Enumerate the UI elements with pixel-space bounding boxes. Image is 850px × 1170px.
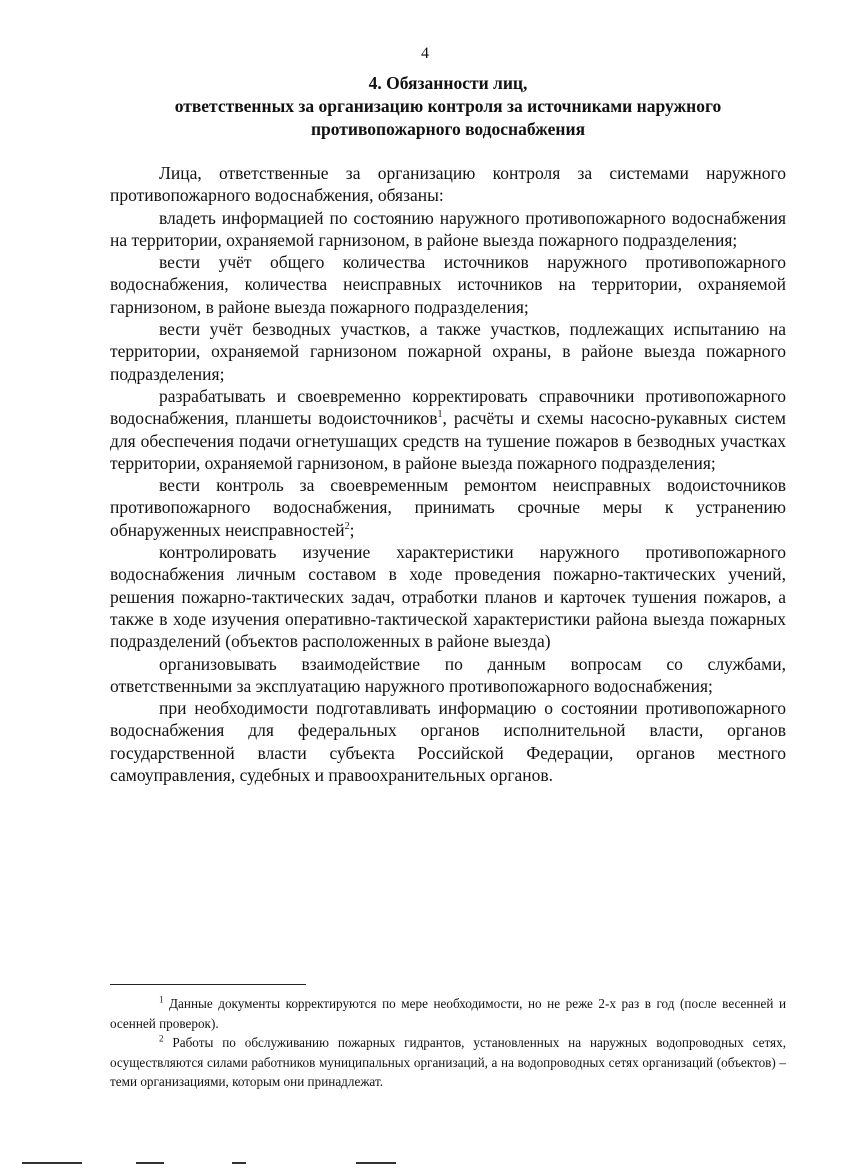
duty-paragraph: вести контроль за своевременным ремонтом неисправных водоисточников противопожарного водоснабжения, принимать срочные меры к устранению обнаруженных неисправностей$^2$;: [110, 475, 786, 540]
intro-paragraph: Лица, ответственные за организацию контроля за системами наружного противопожарного водоснабжения, обязаны:: [110, 163, 786, 206]
scan-artifacts: [0, 1158, 850, 1166]
duty-paragraph: владеть информацией по состоянию наружного противопожарного водоснабжения на территории, охраняемой гарнизоном, в районе выезда пожарного подразделения;: [110, 207, 786, 250]
heading-line-1: 4. Обязанности лиц,: [368, 73, 528, 93]
page-number: 4: [421, 45, 429, 62]
footnote-mark: 2: [159, 1033, 164, 1044]
duty-paragraph: организовывать взаимодействие по данным вопросам со службами, ответственными за эксплуатацию наружного противопожарного водоснабжения;: [110, 653, 786, 696]
footnote-2: $^2$ Работы по обслуживанию пожарных гидрантов, установленных на наружных водопроводных сетях, осуществляются силами работников муниципальных организаций, а на водопроводных сетях организаций (объектов) – теми организациями, которым они принадлежат.: [110, 1033, 786, 1089]
heading-line-3: противопожарного водоснабжения: [310, 119, 586, 139]
footnote-ref-1: 1: [437, 409, 443, 421]
duty-paragraph: разрабатывать и своевременно корректировать справочники противопожарного водоснабжения, планшеты водоисточников$^1$, расчёты и схемы насосно-рукавных систем для обеспечения подачи огнетушащих средств на тушение пожаров в безводных участках территории, охраняемой гарнизоном, в районе выезда пожарного подразделения;: [110, 385, 786, 473]
footnote-divider: [110, 984, 306, 985]
footnote-mark: 1: [159, 994, 164, 1005]
duty-paragraph: контролировать изучение характеристики наружного противопожарного водоснабжения личным составом в ходе проведения пожарно-тактических учений, решения пожарно-тактических задач, отработки планов и карточек тушения пожаров, а также в ходе изучения оперативно-тактической характеристики района выезда пожарных подразделений (объектов расположенных в районе выезда): [110, 542, 786, 652]
footnote-ref-2: 2: [344, 520, 350, 532]
footnote-1: $^1$ Данные документы корректируются по мере необходимости, но не реже 2-х раз в год (после весенней и осенней проверок).: [110, 994, 786, 1031]
duty-paragraph: вести учёт безводных участков, а также участков, подлежащих испытанию на территории, охраняемой гарнизоном пожарной охраны, в районе выезда пожарного подразделения;: [110, 319, 786, 384]
duty-paragraph: при необходимости подготавливать информацию о состоянии противопожарного водоснабжения для федеральных органов исполнительной власти, органов государственной власти субъекта Российской Федерации, органов местного самоуправления, судебных и правоохранительных органов.: [110, 698, 786, 786]
body-text: [110, 162, 786, 786]
duty-paragraph: вести учёт общего количества источников наружного противопожарного водоснабжения, количества неисправных источников на территории, охраняемой гарнизоном, в районе выезда пожарного подразделения;: [110, 252, 786, 317]
heading-line-2: ответственных за организацию контроля за источниками наружного: [174, 96, 722, 116]
section-heading: [110, 72, 786, 141]
footnotes: [110, 994, 786, 1092]
